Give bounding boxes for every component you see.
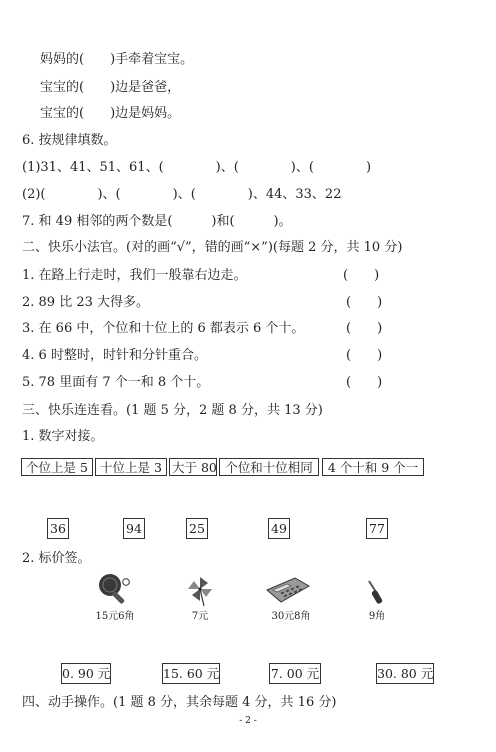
section3-title: 三、快乐连连看。(1 题 5 分，2 题 8 分，共 13 分) xyxy=(22,403,323,418)
price-box-1[interactable]: 0. 90 元 xyxy=(61,663,111,684)
q7-text: 7. 和 49 相邻的两个数是( )和( )。 xyxy=(22,214,292,229)
pinwheel-icon[interactable] xyxy=(186,575,214,611)
judge-item-5: 5. 78 里面有 7 个一和 8 个十。 xyxy=(22,375,210,390)
judge-item-4: 4. 6 时整时，时针和分针重合。 xyxy=(22,348,207,363)
number-box-5[interactable]: 77 xyxy=(366,518,388,539)
section4-title: 四、动手操作。(1 题 8 分，其余每题 4 分，共 16 分) xyxy=(22,695,337,710)
number-box-4[interactable]: 49 xyxy=(268,518,290,539)
section3-sub2: 2. 标价签。 xyxy=(22,551,91,566)
price-box-3[interactable]: 7. 00 元 xyxy=(269,663,321,684)
judge-item-1: 1. 在路上行走时，我们一般靠右边走。 xyxy=(22,268,247,283)
clue-box-1[interactable]: 个位上是 5 xyxy=(21,458,93,476)
price-tag-label-1: 15元6角 xyxy=(95,611,135,622)
q6-line-2: (2)( )、( )、( )、44、33、22 xyxy=(22,187,342,202)
judge-answer-3[interactable]: ( ) xyxy=(346,321,383,336)
judge-answer-4[interactable]: ( ) xyxy=(346,348,383,363)
judge-answer-5[interactable]: ( ) xyxy=(346,375,383,390)
price-tag-label-4: 9角 xyxy=(368,611,386,622)
section3-sub1: 1. 数字对接。 xyxy=(22,429,104,444)
section2-title: 二、快乐小法官。(对的画“√”，错的画“×”)(每题 2 分，共 10 分) xyxy=(22,240,403,255)
clue-box-3[interactable]: 大于 80 xyxy=(169,458,217,476)
clue-box-5[interactable]: 4 个十和 9 个一 xyxy=(322,458,424,476)
judge-answer-2[interactable]: ( ) xyxy=(346,295,383,310)
q6-line-1: (1)31、41、51、61、( )、( )、( ) xyxy=(22,160,372,175)
judge-item-3: 3. 在 66 中，个位和十位上的 6 都表示 6 个十。 xyxy=(22,321,305,336)
page-number: - 2 - xyxy=(239,716,257,726)
judge-answer-1[interactable]: ( ) xyxy=(343,268,380,283)
pen-knife-icon[interactable] xyxy=(365,578,387,610)
ping-pong-paddle-icon[interactable] xyxy=(97,572,131,612)
clue-box-4[interactable]: 个位和十位相同 xyxy=(219,458,319,476)
number-box-2[interactable]: 94 xyxy=(123,518,145,539)
judge-item-2: 2. 89 比 23 大得多。 xyxy=(22,295,150,310)
number-box-3[interactable]: 25 xyxy=(186,518,208,539)
number-box-1[interactable]: 36 xyxy=(47,518,69,539)
price-box-2[interactable]: 15. 60 元 xyxy=(162,663,220,684)
q5-line-1: 妈妈的( )手牵着宝宝。 xyxy=(40,52,194,67)
q5-line-3: 宝宝的( )边是妈妈。 xyxy=(40,106,181,121)
price-tag-label-3: 30元8角 xyxy=(271,611,311,622)
price-box-4[interactable]: 30. 80 元 xyxy=(376,663,434,684)
q5-line-2: 宝宝的( )边是爸爸， xyxy=(40,80,181,95)
clue-box-2[interactable]: 十位上是 3 xyxy=(95,458,167,476)
q6-title: 6. 按规律填数。 xyxy=(22,133,117,148)
price-tag-label-2: 7元 xyxy=(191,611,209,622)
calculator-icon[interactable] xyxy=(265,574,311,608)
